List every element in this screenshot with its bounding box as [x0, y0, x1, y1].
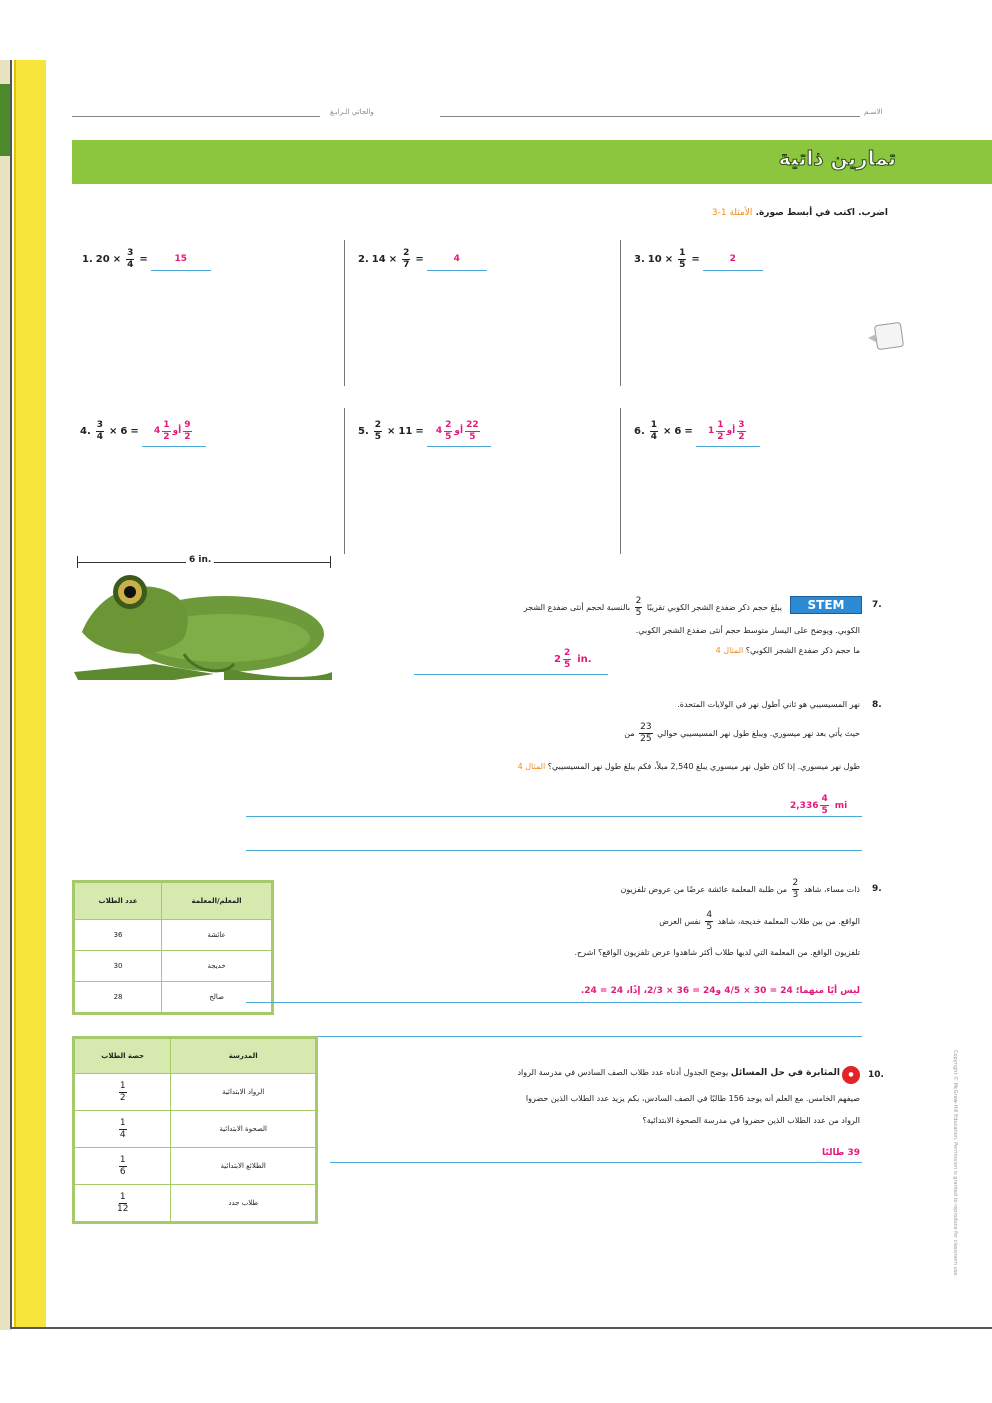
table-row: خديجة 30: [75, 951, 272, 982]
q10-table-header: المدرسة: [171, 1039, 316, 1074]
fraction: $\frac{1}{5}$: [679, 248, 686, 270]
q8-answer[interactable]: 2,336 $\frac{4}{5}$ mi: [790, 794, 848, 816]
exercise-3: 3. 10 × $\frac{1}{5}$ = 2: [634, 248, 763, 271]
green-tab: [0, 84, 10, 156]
answer-field[interactable]: 4: [427, 248, 487, 271]
fraction: $\frac{1}{4}$: [650, 420, 658, 442]
q8-answer-line-1: [246, 816, 862, 817]
table-row: الصحوة الابتدائية $\frac{1}{4}$: [75, 1111, 316, 1148]
page-bottom-line: [10, 1327, 992, 1329]
q9-table-header: عدد الطلاب: [75, 883, 162, 920]
column-separator-1: [344, 240, 345, 386]
frog-measure-tick-left: [77, 556, 78, 568]
frog-measure-tick-right: [330, 556, 331, 568]
q8-answer-line-2: [246, 850, 862, 851]
stem-badge: STEM: [790, 596, 862, 614]
q10-line1: المثابرة في حل المسائل يوضح الجدول أدناه عدد طلاب الصف السادس في مدرسة الرواد: [517, 1068, 840, 1078]
q9-line2: الواقع. من بين طلاب المعلمة خديجة، شاهد $\frac{4}{5}$ نفس العرض: [659, 910, 860, 932]
q9-answer[interactable]: ليس أيًا منهما؛ 24 = 30 × 4/5 و24 = 36 × 2/3، إذًا، 24 = 24.: [580, 986, 860, 996]
table-row: طلاب جدد $\frac{1}{12}$: [75, 1185, 316, 1222]
q10-table-header: حصة الطلاب: [75, 1039, 171, 1074]
page-left-line: [10, 60, 12, 1328]
q10-line3: الرواد من عدد الطلاب الذين حضروا في مدرسة الصحوة الابتدائية؟: [642, 1116, 860, 1125]
exercise-2: 2. 14 × $\frac{2}{7}$ = 4: [358, 248, 487, 271]
table-row: الرواد الابتدائية $\frac{1}{2}$: [75, 1074, 316, 1111]
q10-answer[interactable]: 39 طالبًا: [822, 1148, 860, 1158]
frog-image: [74, 568, 336, 684]
exercise-5: 5. $\frac{2}{5}$ × 11 = 4 $\frac{2}{5}$ أو $\frac{22}{5}$: [358, 416, 491, 447]
column-separator-2: [620, 240, 621, 386]
instruction: [712, 208, 888, 218]
table-row: عائشة 36: [75, 920, 272, 951]
answer-field[interactable]: 1 $\frac{1}{2}$ أو $\frac{3}{2}$: [696, 416, 760, 447]
header-name-label: الاسـم: [864, 108, 883, 116]
q8-number: 8.: [872, 700, 882, 710]
table-row: صالح 28: [75, 982, 272, 1013]
instruction-text: اضرب. اكتب في أبسط صورة.: [755, 208, 888, 218]
q8-line2: حيث يأتي بعد نهر ميسوري. ويبلغ طول نهر المسيسيبي حوالي $\frac{23}{25}$ من: [624, 722, 860, 744]
header-date-label: والجاتي الـرابـغ: [330, 108, 374, 116]
answer-field[interactable]: 4 $\frac{1}{2}$ أو $\frac{9}{2}$: [142, 416, 206, 447]
fraction: $\frac{2}{7}$: [403, 248, 410, 270]
q9-number: 9.: [872, 884, 882, 894]
q7-line3: ما حجم ذكر ضفدع الشجر الكوبي؟ المثال 4: [715, 646, 860, 655]
column-separator-3: [344, 408, 345, 554]
answer-field[interactable]: 4 $\frac{2}{5}$ أو $\frac{22}{5}$: [427, 416, 491, 447]
q10-line2: صيفهم الخامس. مع العلم أنه يوجد 156 طالبًا في الصف السادس، بكم يزيد عدد الطلاب الذين حضروا: [525, 1094, 860, 1103]
exercise-4: 4. $\frac{3}{4}$ × 6 = 4 $\frac{1}{2}$ أو $\frac{9}{2}$: [80, 416, 206, 447]
q10-number: 10.: [868, 1070, 884, 1080]
q9-table-header: المعلم/المعلمة: [162, 883, 272, 920]
q9-line1: ذات مساء، شاهد $\frac{2}{3}$ من طلبة المعلمة عائشة عرضًا من عروض تلفزيون: [620, 878, 860, 900]
q10-answer-line: [330, 1162, 862, 1163]
frog-size-label: 6 in.: [186, 555, 214, 565]
q10-title: المثابرة في حل المسائل: [730, 1068, 840, 1078]
q7-answer[interactable]: 2 $\frac{2}{5}$ in.: [554, 648, 592, 670]
answer-field[interactable]: 2: [703, 248, 763, 271]
q9-line3: تلفزيون الواقع. من المعلمة التي لديها طلاب أكثر شاهدوا عرض تلفزيون الواقع؟ اشرح.: [574, 948, 860, 957]
instruction-ref: الأمثلة 1-3: [711, 208, 753, 218]
yellow-margin: [14, 60, 46, 1328]
q8-line3: طول نهر ميسوري. إذا كان طول نهر ميسوري يبلغ 2,540 ميلاً، فكم يبلغ طول نهر المسيسيبي؟ المثال 4: [517, 762, 860, 771]
copyright-text: Copyright © McGraw-Hill Education. Permission is granted to reproduce for classroom use.: [952, 1050, 958, 1277]
q7-answer-line: [414, 674, 608, 675]
fraction: $\frac{2}{5}$: [374, 420, 382, 442]
column-separator-4: [620, 408, 621, 554]
q10-table: [72, 1036, 318, 1224]
sticker-note-icon: [866, 320, 908, 354]
fraction: $\frac{3}{4}$: [127, 248, 134, 270]
q7-line1: يبلغ حجم ذكر ضفدع الشجر الكوبي تقريبًا $\frac{2}{5}$ بالنسبة لحجم أنثى ضفدع الشجر: [523, 596, 782, 618]
header-date-line: [72, 116, 320, 117]
persevere-icon: ●: [842, 1066, 860, 1084]
exercise-6: 6. $\frac{1}{4}$ × 6 = 1 $\frac{1}{2}$ أو $\frac{3}{2}$: [634, 416, 760, 447]
q9-answer-line-2: [246, 1036, 862, 1037]
table-row: الطلائع الابتدائية $\frac{1}{6}$: [75, 1148, 316, 1185]
q7-line2: الكوبي. ويوضح على اليسار متوسط حجم أنثى ضفدع الشجر الكوبي.: [635, 626, 860, 635]
answer-field[interactable]: 15: [151, 248, 211, 271]
q8-line1: نهر المسيسيبي هو ثاني أطول نهر في الولايات المتحدة.: [677, 700, 860, 709]
page-title: تمارين ذاتية: [778, 146, 896, 170]
exercise-1: 1. 20 × $\frac{3}{4}$ = 15: [82, 248, 211, 271]
q9-table: [72, 880, 274, 1015]
q9-answer-line-1: [246, 1002, 862, 1003]
fraction: $\frac{3}{4}$: [96, 420, 104, 442]
header-name-line: [440, 116, 860, 117]
q7-number: 7.: [872, 600, 882, 610]
